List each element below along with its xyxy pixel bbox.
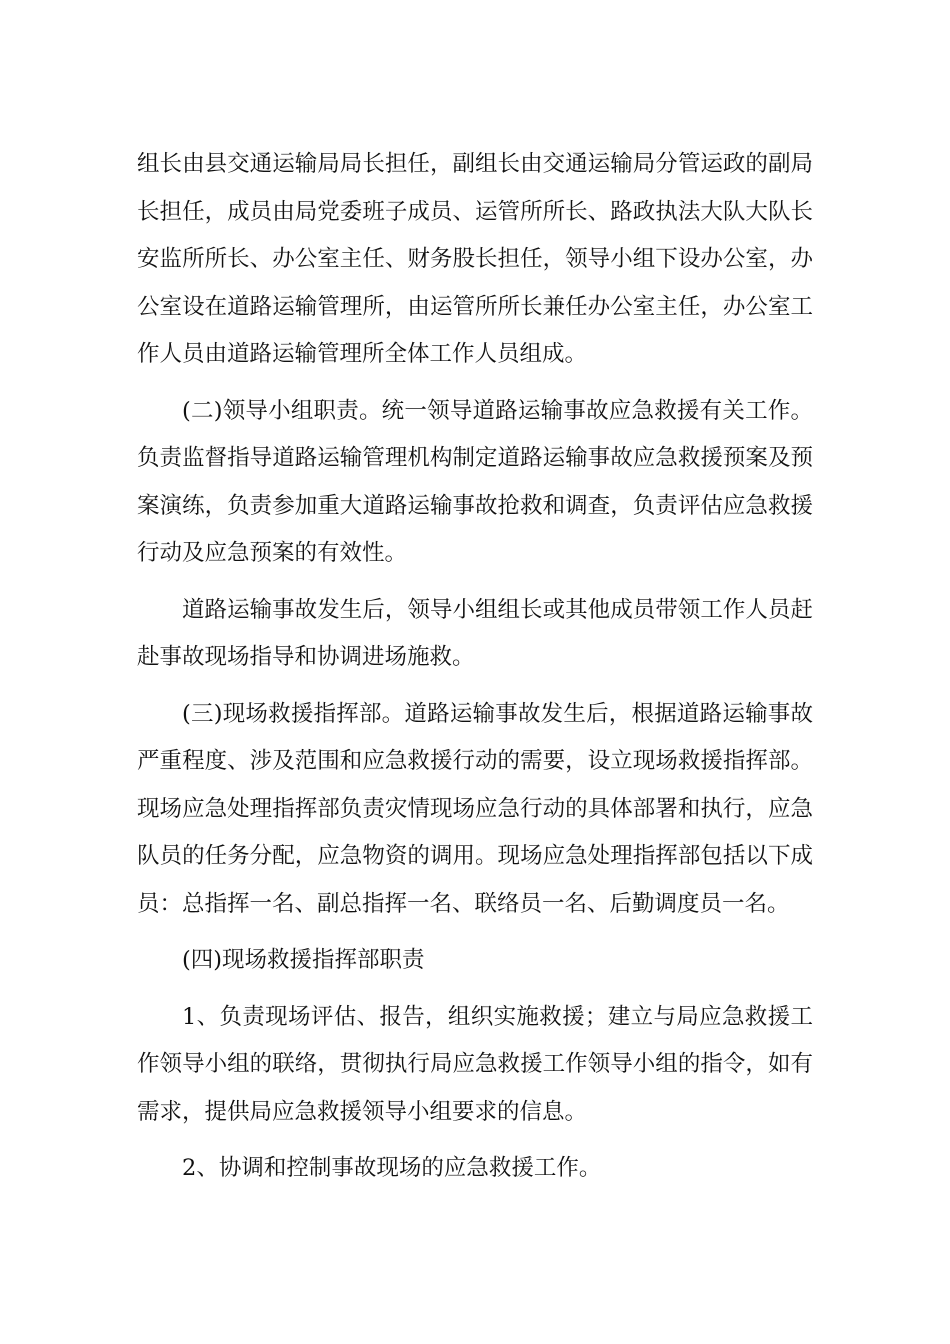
document-body — [137, 141, 813, 1202]
paragraph-field-command-duties-heading: (四)现场救援指挥部职责 — [182, 947, 425, 973]
paragraph-leading-members: 组长由县交通运输局局长担任，副组长由交通运输局分管运政的副局长担任，成员由局党委班子成员、运管所所长、路政执法大队大队长安监所所长、办公室主任、财务股长担任，领导小组下设办公室，办公室设在道路运输管理所，由运管所所长兼任办公室主任，办公室工作人员由道路运输管理所全体工作人员组成。 — [137, 151, 813, 367]
paragraph-leading-group-duties: (二)领导小组职责。统一领导道路运输事故应急救援有关工作。负责监督指导道路运输管理机构制定道路运输事故应急救援预案及预案演练，负责参加重大道路运输事故抢救和调查，负责评估应急救援行动及应急预案的有效性。 — [137, 397, 813, 566]
paragraph-duty-1: 1、负责现场评估、报告，组织实施救援；建立与局应急救援工作领导小组的联络，贯彻执行局应急救援工作领导小组的指令，如有需求，提供局应急救援领导小组要求的信息。 — [137, 1003, 813, 1125]
paragraph-after-accident: 道路运输事故发生后，领导小组组长或其他成员带领工作人员赶赴事故现场指导和协调进场施救。 — [137, 596, 813, 670]
paragraph-duty-2: 2、协调和控制事故现场的应急救援工作。 — [182, 1155, 602, 1181]
paragraph-field-command: (三)现场救援指挥部。道路运输事故发生后，根据道路运输事故严重程度、涉及范围和应急救援行动的需要，设立现场救援指挥部。现场应急处理指挥部负责灾情现场应急行动的具体部署和执行，应急队员的任务分配，应急物资的调用。现场应急处理指挥部包括以下成员：总指挥一名、副总指挥一名、联络员一名、后勤调度员一名。 — [137, 700, 813, 917]
